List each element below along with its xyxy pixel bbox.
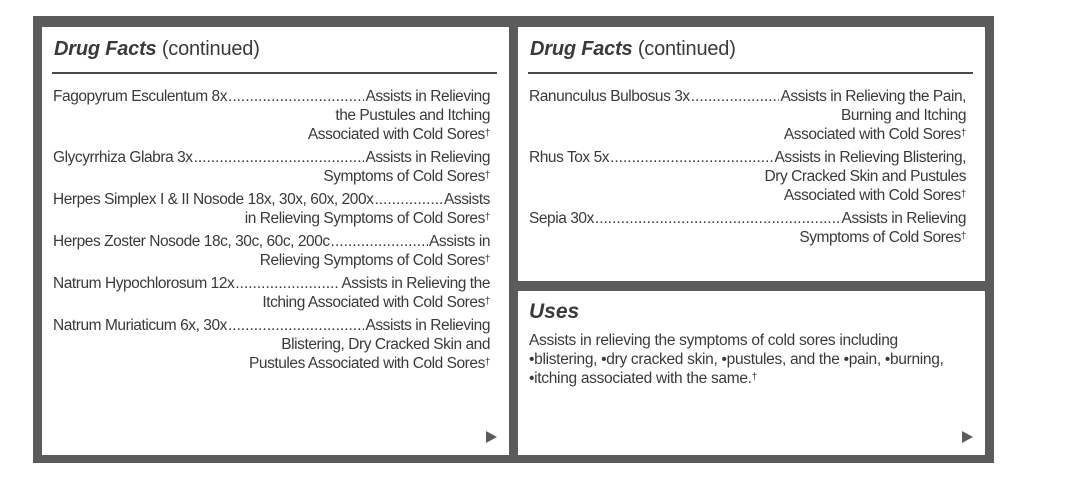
- entry-first-line: [53, 148, 490, 167]
- ingredient-purpose: Assists in Relieving the: [341, 275, 490, 292]
- ingredient-purpose-continued: Burning and Itching: [840, 107, 966, 124]
- ingredient-name: Natrum Hypochlorosum 12x: [53, 275, 235, 292]
- dagger-mark: †: [484, 254, 490, 265]
- entry-first-line: [53, 316, 490, 335]
- dagger-mark: †: [960, 128, 966, 139]
- dagger-mark: †: [484, 357, 490, 368]
- ingredient-entry: [53, 232, 490, 270]
- ingredient-purpose: Assists in Relieving: [365, 149, 490, 166]
- entry-first-line: [53, 190, 490, 209]
- ingredient-name: Ranunculus Bulbosus 3x: [529, 88, 690, 105]
- ingredient-purpose-continued: Symptoms of Cold Sores†: [323, 168, 490, 185]
- ingredient-purpose-continued: Blistering, Dry Cracked Skin and: [281, 336, 490, 353]
- ingredient-entry: [53, 190, 490, 228]
- ingredient-name: Rhus Tox 5x: [529, 149, 610, 166]
- ingredient-entry: [529, 148, 966, 205]
- ingredient-purpose: Assists in Relieving: [841, 210, 966, 227]
- ingredient-entry: [529, 209, 966, 247]
- dot-leader: [374, 190, 443, 209]
- ingredient-purpose-continued: Associated with Cold Sores†: [307, 126, 490, 143]
- dagger-mark: †: [484, 128, 490, 139]
- dot-leader: [228, 87, 364, 106]
- uses-panel: [518, 291, 985, 455]
- uses-text: Assists in relieving the symptoms of cold sores including •blistering, •dry cracked skin, •pustules, and the •pain, •burning, •itching associated with the same.†: [529, 332, 944, 387]
- ingredient-entry: [53, 87, 490, 144]
- ingredient-entry: [53, 274, 490, 312]
- dagger-mark: †: [484, 170, 490, 181]
- ingredient-name: Fagopyrum Esculentum 8x: [53, 88, 228, 105]
- ingredient-name: Natrum Muriaticum 6x, 30x: [53, 317, 227, 334]
- entry-first-line: [53, 232, 490, 251]
- dot-leader: [595, 209, 841, 228]
- dot-leader: [235, 274, 340, 293]
- entry-first-line: [53, 87, 490, 106]
- section-title: [530, 37, 736, 61]
- dagger-mark: †: [751, 372, 757, 383]
- title-divider: [528, 72, 973, 74]
- ingredient-list: [53, 87, 490, 377]
- title-bold: Drug Facts: [54, 38, 157, 60]
- ingredient-purpose: Assists in Relieving Blistering,: [774, 149, 966, 166]
- ingredient-entry: [53, 316, 490, 373]
- ingredient-purpose-continued: in Relieving Symptoms of Cold Sores†: [244, 210, 490, 227]
- dagger-mark: †: [960, 189, 966, 200]
- continue-arrow-icon: [962, 431, 973, 443]
- dot-leader: [691, 87, 780, 106]
- entry-first-line: [529, 148, 966, 167]
- ingredient-purpose-continued: Symptoms of Cold Sores†: [799, 229, 966, 246]
- ingredient-list: [529, 87, 966, 251]
- drug-facts-left-panel: [42, 27, 509, 455]
- dot-leader: [331, 232, 428, 251]
- ingredient-name: Glycyrrhiza Glabra 3x: [53, 149, 193, 166]
- uses-heading: Uses: [529, 300, 580, 323]
- ingredient-purpose: Assists: [444, 191, 490, 208]
- ingredient-entry: [53, 148, 490, 186]
- dot-leader: [228, 316, 365, 335]
- ingredient-name: Herpes Zoster Nosode 18c, 30c, 60c, 200c: [53, 233, 330, 250]
- entry-first-line: [529, 209, 966, 228]
- title-bold: Drug Facts: [530, 38, 633, 60]
- title-divider: [52, 72, 497, 74]
- ingredient-purpose: Assists in Relieving the Pain,: [780, 88, 966, 105]
- dagger-mark: †: [960, 231, 966, 242]
- title-rest: (continued): [156, 38, 260, 60]
- ingredient-purpose-continued: Itching Associated with Cold Sores†: [262, 294, 490, 311]
- ingredient-purpose-continued: Associated with Cold Sores†: [783, 187, 966, 204]
- entry-first-line: [53, 274, 490, 293]
- ingredient-purpose-continued: Associated with Cold Sores†: [783, 126, 966, 143]
- dot-leader: [194, 148, 365, 167]
- section-title: [54, 37, 260, 61]
- title-rest: (continued): [632, 38, 736, 60]
- drug-facts-right-panel: [518, 27, 985, 281]
- ingredient-purpose: Assists in Relieving: [365, 88, 490, 105]
- ingredient-purpose: Assists in Relieving: [365, 317, 490, 334]
- dot-leader: [610, 148, 773, 167]
- ingredient-name: Sepia 30x: [529, 210, 594, 227]
- ingredient-entry: [529, 87, 966, 144]
- entry-first-line: [529, 87, 966, 106]
- ingredient-purpose-continued: Dry Cracked Skin and Pustules: [764, 168, 966, 185]
- dagger-mark: †: [484, 212, 490, 223]
- ingredient-purpose: Assists in: [429, 233, 490, 250]
- dagger-mark: †: [484, 296, 490, 307]
- ingredient-purpose-continued: the Pustules and Itching: [335, 107, 490, 124]
- ingredient-purpose-continued: Pustules Associated with Cold Sores†: [249, 355, 490, 372]
- ingredient-purpose-continued: Relieving Symptoms of Cold Sores†: [259, 252, 490, 269]
- continue-arrow-icon: [486, 431, 497, 443]
- ingredient-name: Herpes Simplex I & II Nosode 18x, 30x, 60x, 200x: [53, 191, 374, 208]
